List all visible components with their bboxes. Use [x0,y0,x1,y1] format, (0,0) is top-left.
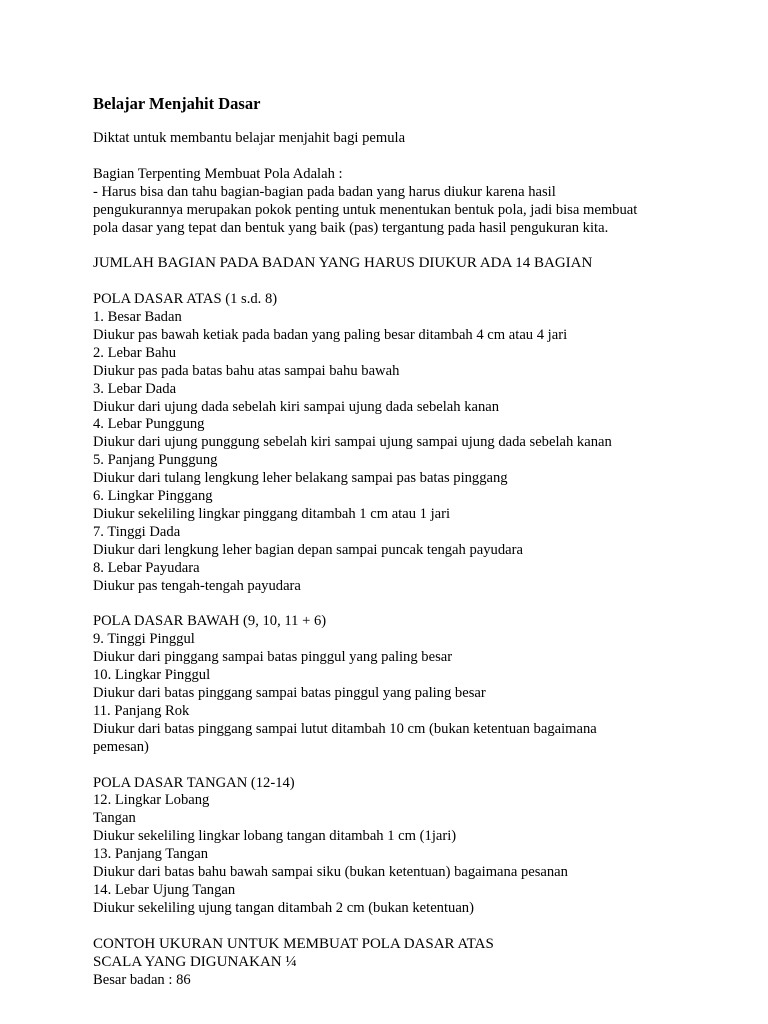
document-body [93,94,733,989]
measurement-item: 5. Panjang Punggung [93,452,218,469]
measurement-description: Diukur dari tulang lengkung leher belakang sampai pas batas pinggang [93,470,508,487]
measurement-item: 11. Panjang Rok [93,702,190,719]
measurement-item: Tangan [93,810,136,827]
document-subtitle: Diktat untuk membantu belajar menjahit bagi pemula [93,130,406,146]
summary-heading: JUMLAH BAGIAN PADA BADAN YANG HARUS DIUKUR ADA 14 BAGIAN [93,255,593,272]
measurement-item: 9. Tinggi Pinggul [93,631,195,648]
measurement-description: Diukur dari lengkung leher bagian depan sampai puncak tengah payudara [93,541,523,558]
intro-line: pengukurannya merupakan pokok penting untuk menentukan bentuk pola, jadi bisa membuat [93,201,638,218]
measurement-item: 13. Panjang Tangan [93,846,209,863]
section-pola-tangan [93,775,733,918]
measurement-description: Diukur dari pinggang sampai batas pinggul yang paling besar [93,649,453,666]
measurement-item: 4. Lebar Punggung [93,416,205,433]
measurement-item: 2. Lebar Bahu [93,344,177,361]
measurement-description: Diukur sekeliling lingkar pinggang ditambah 1 cm atau 1 jari [93,505,451,522]
section-pola-atas [93,291,733,595]
document-title: Belajar Menjahit Dasar [93,94,261,113]
measurement-description: Diukur dari batas pinggang sampai lutut ditambah 10 cm (bukan ketentuan bagaimana [93,720,597,737]
measurement-description: Diukur dari ujung dada sebelah kiri sampai ujung dada sebelah kanan [93,398,500,415]
section-heading: POLA DASAR BAWAH (9, 10, 11 + 6) [93,613,327,630]
measurement-description: pemesan) [93,738,149,755]
intro-line: pola dasar yang tepat dan bentuk yang baik (pas) tergantung pada hasil pengukuran kita. [93,219,609,236]
measurement-item: 8. Lebar Payudara [93,559,200,576]
measurement-description: Diukur pas tengah-tengah payudara [93,577,301,594]
intro-block [93,166,733,238]
example-heading: CONTOH UKURAN UNTUK MEMBUAT POLA DASAR ATAS [93,935,494,952]
example-scale: SCALA YANG DIGUNAKAN ¼ [93,953,297,970]
section-pola-bawah [93,613,733,756]
measurement-item: 1. Besar Badan [93,309,182,326]
measurement-description: Diukur pas bawah ketiak pada badan yang paling besar ditambah 4 cm atau 4 jari [93,326,568,343]
section-heading: POLA DASAR ATAS (1 s.d. 8) [93,291,278,308]
measurement-item: 12. Lingkar Lobang [93,792,210,809]
measurement-item: 6. Lingkar Pinggang [93,488,213,505]
measurement-item: 7. Tinggi Dada [93,523,181,540]
intro-heading: Bagian Terpenting Membuat Pola Adalah : [93,165,343,182]
measurement-item: 14. Lebar Ujung Tangan [93,881,236,898]
example-value: Besar badan : 86 [93,971,191,988]
measurement-description: Diukur dari ujung punggung sebelah kiri sampai ujung sampai ujung dada sebelah kanan [93,434,612,451]
measurement-description: Diukur dari batas bahu bawah sampai siku (bukan ketentuan) bagaimana pesanan [93,864,568,881]
measurement-description: Diukur sekeliling ujung tangan ditambah 2 cm (bukan ketentuan) [93,899,474,916]
measurement-description: Diukur dari batas pinggang sampai batas pinggul yang paling besar [93,685,486,702]
measurement-description: Diukur pas pada batas bahu atas sampai bahu bawah [93,362,400,379]
measurement-description: Diukur sekeliling lingkar lobang tangan ditambah 1 cm (1jari) [93,828,457,845]
measurement-item: 10. Lingkar Pinggul [93,667,211,684]
section-heading: POLA DASAR TANGAN (12-14) [93,774,295,791]
intro-line: - Harus bisa dan tahu bagian-bagian pada badan yang harus diukur karena hasil [93,183,556,200]
measurement-item: 3. Lebar Dada [93,380,177,397]
example-block [93,936,733,990]
